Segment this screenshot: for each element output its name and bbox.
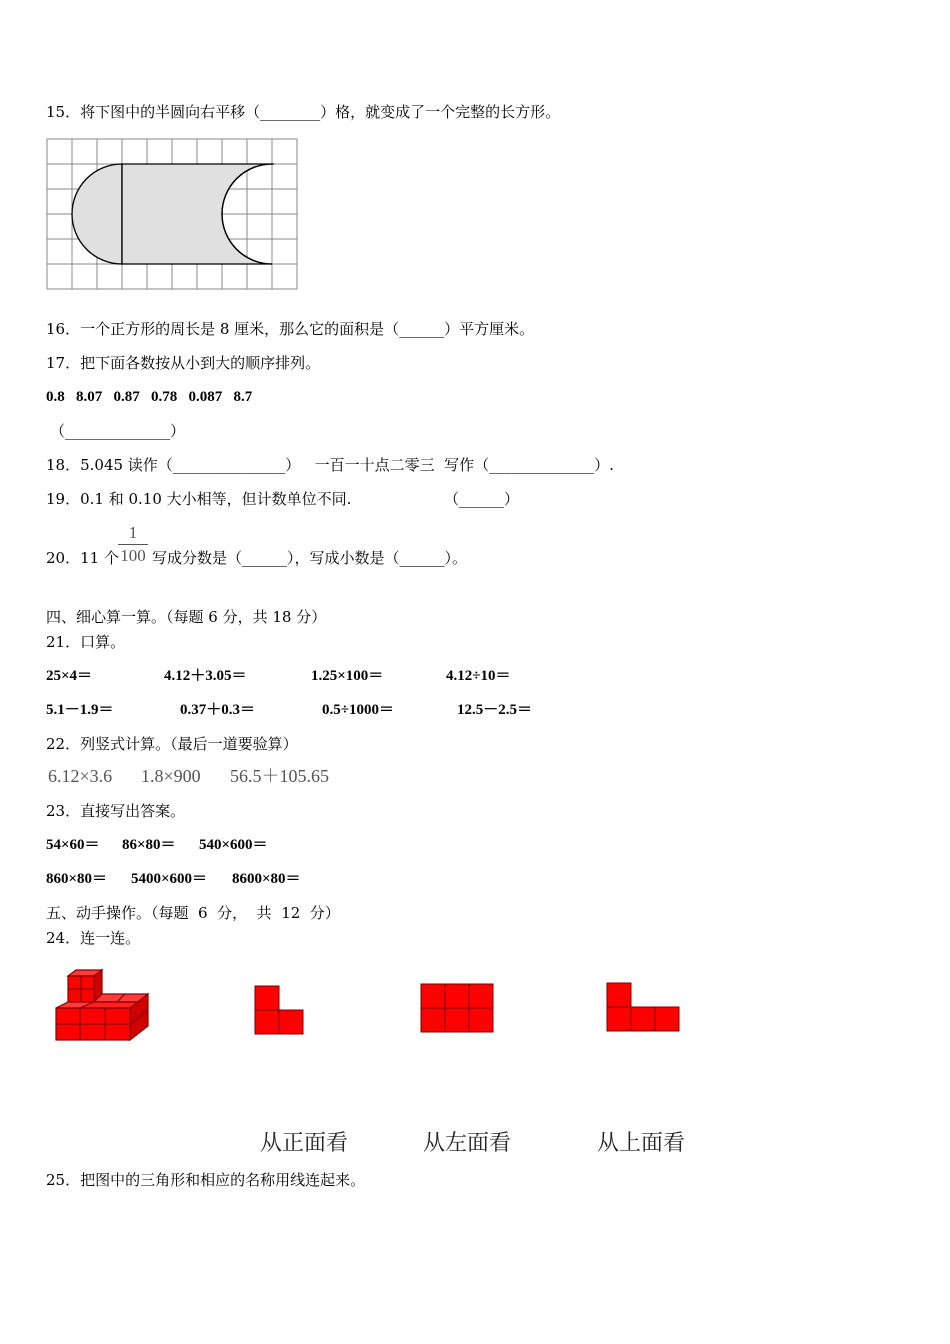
grid-figure: [45, 137, 301, 291]
q21-r2-c3: 0.5÷1000＝: [322, 702, 394, 718]
fraction-bar: [118, 544, 148, 545]
q23-r1-c2: 86×80＝: [122, 837, 176, 853]
q21-r1-c2: 4.12＋3.05＝: [164, 668, 247, 684]
q23-text: 23．直接写出答案。: [46, 802, 186, 820]
q20-prefix: 20．11 个: [46, 549, 119, 567]
section4-title: 四、细心算一算。（每题 6 分，共 18 分）: [46, 608, 327, 626]
q16-text: 16．一个正方形的周长是 8 厘米，那么它的面积是（______）平方厘米。: [46, 320, 535, 338]
q17-text: 17．把下面各数按从小到大的顺序排列。: [46, 354, 321, 372]
q20-numerator: 1: [128, 523, 138, 542]
q22-text: 22．列竖式计算。（最后一道要验算）: [46, 735, 298, 753]
q21-r1-c4: 4.12÷10＝: [446, 668, 511, 684]
q23-r2-c2: 5400×600＝: [131, 871, 208, 887]
q20-denominator: 100: [120, 546, 146, 565]
q25-text: 25．把图中的三角形和相应的名称用线连起来。: [46, 1171, 366, 1189]
q21-r2-c4: 12.5－2.5＝: [457, 702, 533, 718]
q17-answer: （______________）: [50, 422, 186, 440]
label-left-view: 从左面看: [423, 1131, 512, 1156]
section5-title: 五、动手操作。（每题 6 分， 共 12 分）: [46, 904, 340, 922]
q19-text: 19．0.1 和 0.10 大小相等，但计数单位不同.: [46, 490, 352, 508]
q21-r1-c1: 25×4＝: [46, 668, 93, 684]
q23-r1-c3: 540×600＝: [199, 837, 268, 853]
q22-item-1: 6.12×3.6: [48, 766, 113, 786]
q21-r1-c3: 1.25×100＝: [311, 668, 384, 684]
label-top-view: 从上面看: [597, 1131, 686, 1156]
q23-r1-c1: 54×60＝: [46, 837, 100, 853]
q22-item-3: 56.5＋105.65: [230, 766, 329, 786]
view-shape-1: [254, 985, 306, 1035]
q21-text: 21．口算。: [46, 633, 126, 651]
q20-suffix: 写成分数是（______），写成小数是（______）。: [152, 549, 468, 567]
q19-answer: （______）: [444, 490, 520, 508]
view-shape-3: [606, 982, 682, 1032]
q22-item-2: 1.8×900: [141, 766, 201, 786]
q21-r2-c2: 0.37＋0.3＝: [180, 702, 256, 718]
cube-3d-figure: [52, 968, 152, 1044]
q18-text: 18．5.045 读作（_______________） 一百一十点二零三 写作（______________）.: [46, 456, 614, 474]
q17-numbers: 0.8 8.07 0.87 0.78 0.087 8.7: [46, 389, 253, 405]
q23-r2-c1: 860×80＝: [46, 871, 108, 887]
q20-fraction: [116, 523, 150, 566]
view-shape-2: [420, 983, 495, 1035]
q24-text: 24．连一连。: [46, 929, 141, 947]
q21-r2-c1: 5.1－1.9＝: [46, 702, 114, 718]
label-front-view: 从正面看: [260, 1131, 349, 1156]
q15-text: 15．将下图中的半圆向右平移（________）格，就变成了一个完整的长方形。: [46, 103, 561, 121]
q23-r2-c3: 8600×80＝: [232, 871, 301, 887]
semicircle-shape: [72, 164, 122, 264]
